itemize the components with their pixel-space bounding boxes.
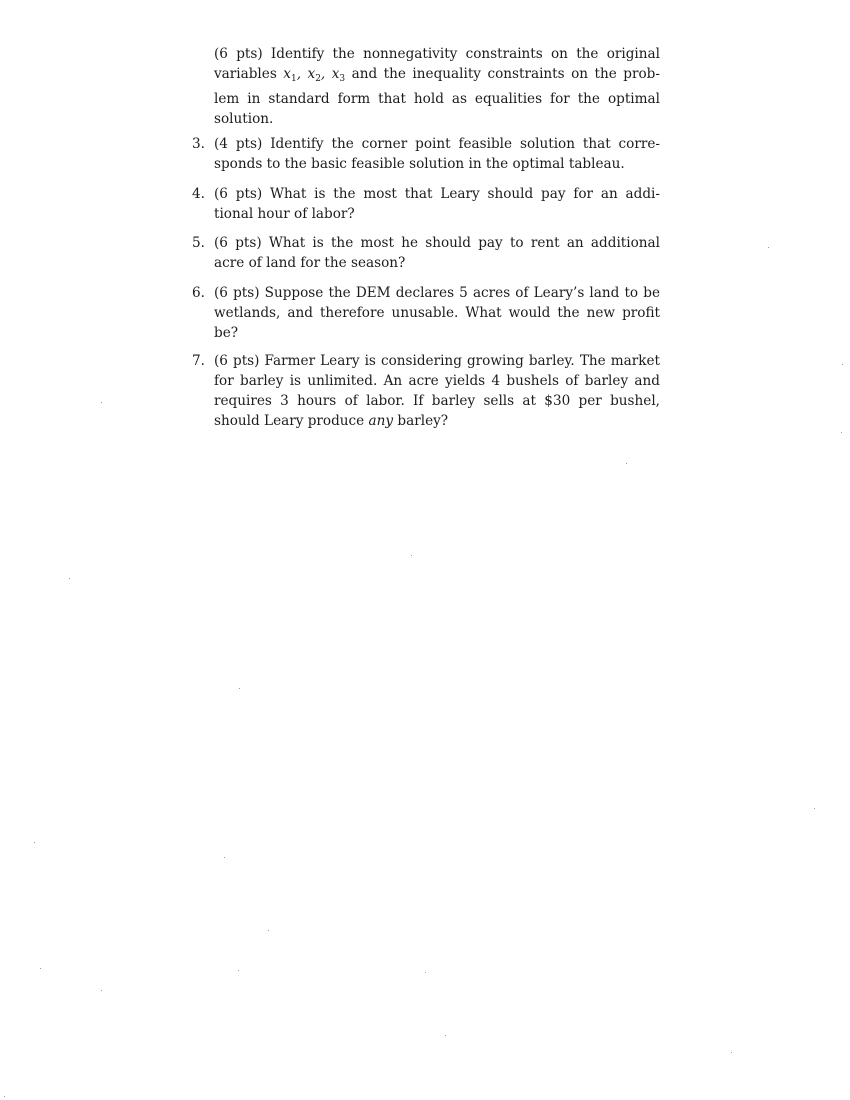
text-fragment: barley? <box>393 413 449 429</box>
scan-speck <box>768 247 769 248</box>
question-text <box>214 184 660 224</box>
question-text <box>214 44 660 129</box>
question-number: 4. <box>192 186 205 202</box>
scan-speck <box>841 432 842 433</box>
math-var: x <box>283 66 291 82</box>
scan-speck <box>239 688 240 689</box>
scan-speck <box>101 402 102 403</box>
emphasis-text: any <box>368 413 394 429</box>
question-text <box>214 134 660 174</box>
text-line: requires 3 hours of labor. If barley sells at $30 per bushel, <box>214 393 660 409</box>
text-fragment: should Leary produce <box>214 413 369 429</box>
text-line: (6 pts) What is the most he should pay to rent an additional <box>214 235 660 251</box>
question-text <box>214 351 660 431</box>
scan-speck <box>224 857 225 858</box>
scan-speck <box>34 842 35 843</box>
scan-speck <box>842 364 843 365</box>
text-line-emph <box>214 411 660 431</box>
text-line: for barley is unlimited. An acre yields 4 bushels of barley and <box>214 373 660 389</box>
scan-speck <box>425 972 426 973</box>
scan-speck <box>268 930 269 931</box>
text-line: acre of land for the season? <box>214 255 406 271</box>
scan-speck <box>40 968 41 969</box>
text-line: lem in standard form that hold as equalities for the optimal <box>214 91 660 107</box>
text-line: (6 pts) Identify the nonnegativity constraints on the original <box>214 46 660 62</box>
text-line: solution. <box>214 111 274 127</box>
question-number: 6. <box>192 285 205 301</box>
scan-speck <box>101 990 102 991</box>
text-fragment: variables <box>214 66 284 82</box>
text-line: wetlands, and therefore unusable. What would the new profit <box>214 305 660 321</box>
question-text <box>214 233 660 273</box>
math-subscript: 2 <box>315 74 321 84</box>
scan-speck <box>238 970 239 971</box>
text-fragment: and the inequality constraints on the prob- <box>345 66 660 82</box>
math-subscript: 1 <box>290 74 297 84</box>
scan-speck <box>69 578 70 579</box>
text-line: (6 pts) What is the most that Leary should pay for an addi- <box>214 186 660 202</box>
question-number: 5. <box>192 235 205 251</box>
question-text <box>214 283 660 343</box>
scan-speck <box>731 1052 732 1053</box>
question-number: 3. <box>192 136 205 152</box>
text-line: (6 pts) Farmer Leary is considering growing barley. The market <box>214 353 660 369</box>
text-line: (4 pts) Identify the corner point feasible solution that corre- <box>214 136 660 152</box>
scan-speck <box>4 1096 5 1097</box>
math-var: x <box>331 66 340 82</box>
text-line: (6 pts) Suppose the DEM declares 5 acres of Leary’s land to be <box>214 285 660 301</box>
math-var: x <box>307 66 316 82</box>
text-line: tional hour of labor? <box>214 206 355 222</box>
question-number: 7. <box>192 353 205 369</box>
text-line-math <box>214 64 660 89</box>
scan-speck <box>411 555 412 556</box>
scan-speck <box>626 463 627 464</box>
math-variables: $x_1$, $x_2$, $x_3$ <box>283 66 346 84</box>
text-line: be? <box>214 325 239 341</box>
scan-speck <box>445 1035 446 1036</box>
text-line: sponds to the basic feasible solution in the optimal tableau. <box>214 156 625 172</box>
math-subscript: 3 <box>339 74 346 84</box>
scan-speck <box>814 808 815 809</box>
